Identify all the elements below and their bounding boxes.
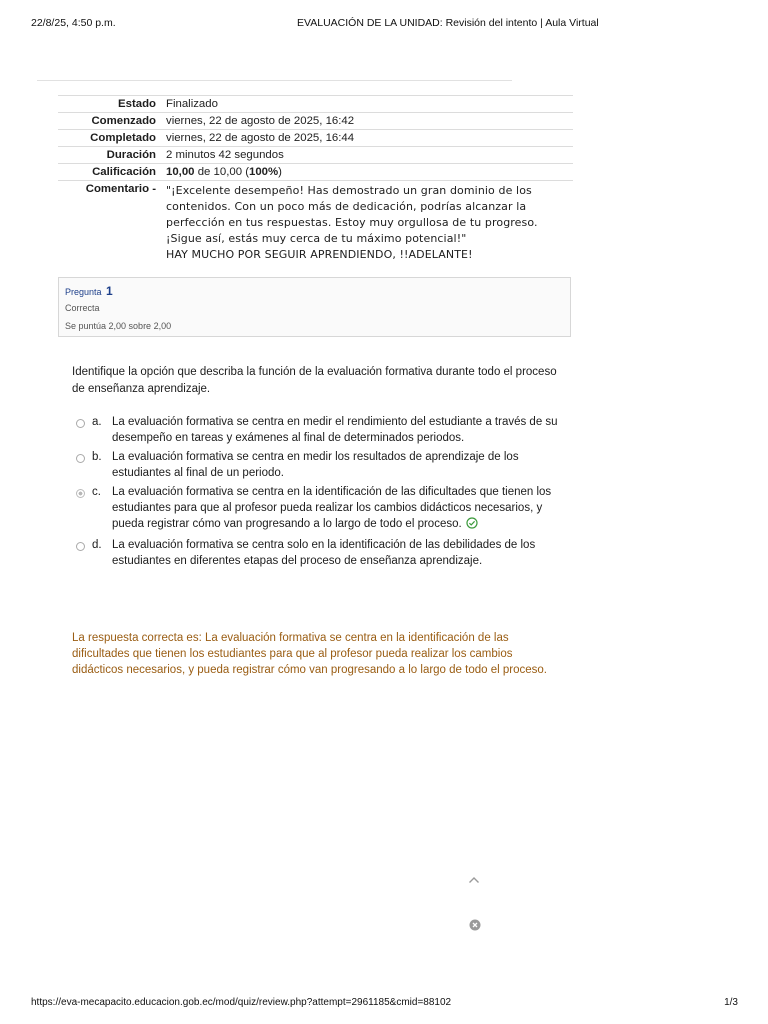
summary-value: Finalizado	[166, 98, 218, 110]
summary-label: Completado	[90, 132, 156, 144]
radio-button[interactable]	[76, 542, 85, 551]
print-url: https://eva-mecapacito.educacion.gob.ec/mod/quiz/review.php?attempt=2961185&cmid=88102	[31, 997, 452, 1008]
comment-line: contenidos. Con un poco más de dedicación, podrías alcanzar la	[166, 200, 527, 213]
question-grade: Se puntúa 2,00 sobre 2,00	[65, 321, 172, 331]
question-info-box	[58, 277, 571, 337]
option-text: La evaluación formativa se centra en medir el rendimiento del estudiante a través de su desempeño en tareas y exámenes al final de determinados periodos.	[112, 416, 558, 444]
attempt-summary-table	[58, 95, 573, 265]
answer-option-a[interactable]	[76, 414, 566, 446]
radio-button-selected[interactable]	[76, 489, 85, 498]
comment-line: ¡Sigue así, estás muy cerca de tu máximo potencial!"	[166, 232, 467, 245]
option-text: La evaluación formativa se centra en la identificación de las dificultades que tienen los estudiantes para que al profesor pueda realizar los cambios didácticos necesarios, y pueda registrar cómo van progresando a lo largo de todo el proceso.	[112, 486, 552, 530]
grade-value	[166, 164, 573, 180]
option-letter: b.	[92, 451, 102, 463]
summary-row-estado	[58, 95, 573, 112]
question-number-value: 1	[106, 284, 113, 298]
close-icon[interactable]	[469, 918, 481, 936]
grade-of: de 10,00 (	[197, 166, 249, 178]
comment-line: HAY MUCHO POR SEGUIR APRENDIENDO, !!ADELANTE!	[166, 248, 473, 261]
question-state: Correcta	[65, 303, 100, 313]
chevron-up-icon[interactable]	[468, 873, 480, 887]
summary-row-comentario	[58, 180, 573, 265]
question-label: Pregunta	[65, 287, 102, 297]
right-answer-feedback: La respuesta correcta es: La evaluación formativa se centra en la identificación de las dificultades que tienen los estudiantes para que al profesor pueda realizar los cambios didácticos necesarios, y pueda registrar cómo van progresando a lo largo de todo el proceso.	[72, 632, 547, 676]
answer-options	[76, 414, 566, 572]
summary-row-duracion	[58, 146, 573, 163]
summary-value: 2 minutos 42 segundos	[166, 149, 284, 161]
check-circle-icon	[466, 517, 478, 534]
option-letter: a.	[92, 416, 102, 428]
option-text-wrapper	[112, 484, 566, 534]
summary-label: Duración	[106, 149, 156, 161]
option-letter: c.	[92, 486, 101, 498]
comment-line: perfección en tus respuestas. Estoy muy orgullosa de tu progreso.	[166, 216, 538, 229]
summary-row-calificacion	[58, 163, 573, 180]
answer-option-c[interactable]	[76, 484, 566, 534]
summary-value: viernes, 22 de agosto de 2025, 16:42	[166, 115, 355, 127]
print-title: EVALUACIÓN DE LA UNIDAD: Revisión del intento | Aula Virtual	[297, 17, 599, 29]
summary-row-completado	[58, 129, 573, 146]
summary-label: Estado	[118, 98, 156, 110]
print-page-number: 1/3	[724, 997, 738, 1008]
summary-label: Comentario -	[85, 183, 156, 195]
summary-row-comenzado	[58, 112, 573, 129]
divider	[37, 80, 512, 81]
question-number	[65, 284, 113, 298]
summary-value: viernes, 22 de agosto de 2025, 16:44	[166, 132, 355, 144]
grade-score: 10,00	[166, 166, 195, 178]
summary-label: Comenzado	[91, 115, 156, 127]
grade-percent: 100%	[248, 166, 279, 178]
grade-close: )	[278, 166, 282, 178]
comment-line: "¡Excelente desempeño! Has demostrado un gran dominio de los	[166, 184, 532, 197]
answer-option-d[interactable]	[76, 537, 566, 569]
answer-option-b[interactable]	[76, 449, 566, 481]
option-text: La evaluación formativa se centra en medir los resultados de aprendizaje de los estudiantes al final de un periodo.	[112, 451, 519, 479]
print-date: 22/8/25, 4:50 p.m.	[31, 17, 116, 29]
summary-label: Calificación	[92, 166, 156, 178]
option-text: La evaluación formativa se centra solo en la identificación de las debilidades de los estudiantes en diferentes etapas del proceso de enseñanza aprendizaje.	[112, 539, 536, 567]
print-header	[0, 14, 768, 34]
question-text: Identifique la opción que describa la función de la evaluación formativa durante todo el proceso de enseñanza aprendizaje.	[72, 366, 557, 395]
radio-button[interactable]	[76, 419, 85, 428]
radio-button[interactable]	[76, 454, 85, 463]
feedback-comment	[166, 181, 573, 265]
option-letter: d.	[92, 539, 102, 551]
